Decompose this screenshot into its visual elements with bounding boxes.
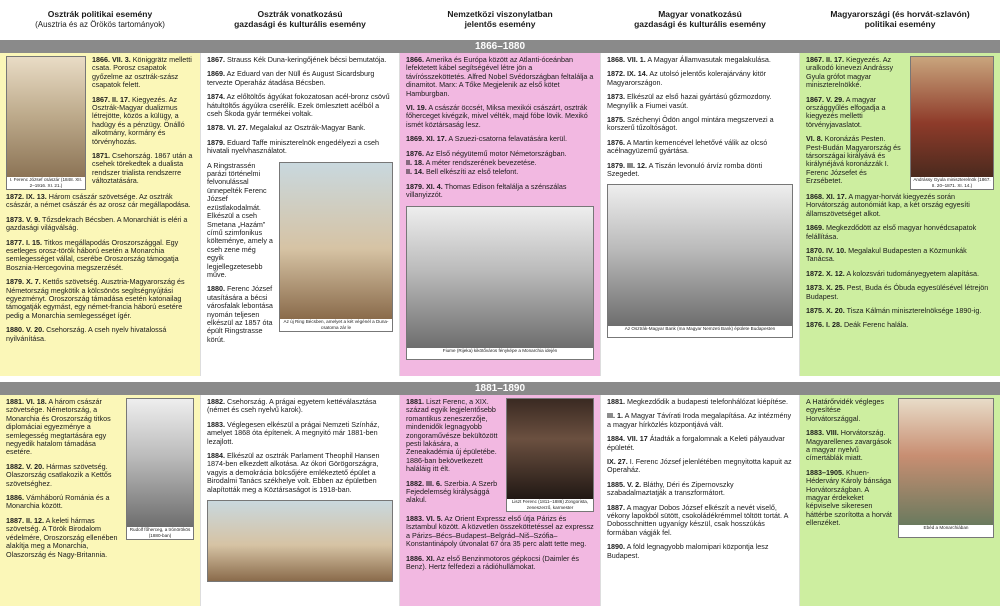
photo-caption: Rudolf főherceg, a trónörökös (1880-ban) bbox=[127, 527, 193, 539]
event-date: 1879. bbox=[207, 137, 225, 147]
event-item bbox=[806, 284, 994, 301]
event-item bbox=[406, 56, 594, 98]
event-text: A Ringstrassén parázi történelmi felvonulással ünnepelték Ferenc József ezüstlakodalmát. Elkészül a cseh Smetana „Hazám” című szimfonikus költeménye, amely a cseh zene még egyik legjellegzetesebb műve. bbox=[207, 160, 273, 279]
event-text: Ferenc József utasítására a bécsi városfalak lebontása nyomán teljesen elkészül az 1857 óta épült Ringstrasse körút. bbox=[207, 284, 273, 344]
column-hungarian-political bbox=[800, 53, 1000, 376]
header-title: Nemzetközi viszonylatban bbox=[447, 9, 553, 19]
event-item bbox=[6, 216, 194, 233]
event-text: Csehország. A cseh nyelv hivatalossá nyilvánítása. bbox=[6, 325, 167, 343]
harbor-image bbox=[407, 207, 593, 348]
event-date: 1885. V. 2. bbox=[607, 479, 642, 489]
event-text: Megkezdődött az első magyar honvédcsapatok felállítása. bbox=[806, 223, 977, 241]
event-date: 1874. bbox=[207, 92, 225, 102]
event-text: Amerika és Európa között az Atlanti-óceánban lefektetett kábel segítségével létre jön a távírósszeköttetés. Alfred Nobel Svédországban feltalálja a dinamitot. Marx: A Tőke Megjelenik az első kötet Hamburgban. bbox=[406, 55, 594, 98]
event-item bbox=[207, 421, 393, 446]
event-date: 1884. bbox=[207, 451, 225, 461]
header-subtitle: (Ausztria és az Örökös tartományok) bbox=[35, 19, 165, 29]
event-date: 1871. bbox=[92, 151, 110, 161]
event-item bbox=[207, 139, 393, 156]
event-date: 1883. VIII. bbox=[806, 428, 839, 438]
event-text: Kiegyezés. Az uralkodó kinevezi Andrássy Gyula grófot magyar miniszterelnökké. bbox=[806, 55, 894, 90]
column-headers bbox=[0, 0, 1000, 40]
event-text: Megkezdődik a budapesti telefonhálózat kiépítése. bbox=[627, 397, 789, 406]
event-item bbox=[406, 135, 594, 143]
photo-caption: Az Osztrák-Magyar Bank (ma Magyar Nemzeti Bank) épülete Budapesten bbox=[608, 326, 792, 337]
event-date: 1882. V. 20. bbox=[6, 461, 45, 471]
photo-austro-hungarian-bank bbox=[607, 184, 793, 338]
event-text: A Határőrvidék végleges egyesítése Horvátországgal. bbox=[806, 397, 884, 423]
event-date: 1879. X. 7. bbox=[6, 277, 41, 287]
header-austrian-political bbox=[0, 0, 200, 40]
header-title: Magyarországi (és horvát-szlavón) bbox=[830, 9, 970, 19]
portrait-liszt bbox=[506, 398, 594, 512]
event-text: A Tiszán levonuló árvíz romba dönti Szegedet. bbox=[607, 160, 763, 179]
event-date: 1868. VII. 1. bbox=[607, 55, 646, 64]
portrait-image bbox=[911, 57, 993, 177]
event-date: 1877. I. 15. bbox=[6, 237, 42, 247]
event-date: III. 1. bbox=[607, 411, 623, 421]
column-austrian-political bbox=[0, 53, 200, 376]
event-item bbox=[6, 326, 194, 343]
header-subtitle: gazdasági és kulturális esemény bbox=[634, 18, 766, 29]
header-hungarian-economic bbox=[600, 0, 800, 40]
portrait-image bbox=[7, 57, 85, 177]
event-item bbox=[806, 193, 994, 218]
event-item bbox=[607, 162, 793, 179]
column-austrian-economic bbox=[200, 53, 400, 376]
event-item bbox=[406, 555, 594, 572]
event-date: 1878. VI. 27. bbox=[207, 123, 248, 133]
header-international bbox=[400, 0, 600, 40]
event-date: 1880. V. 20. bbox=[6, 325, 45, 335]
event-date: 1876. I. 28. bbox=[806, 320, 842, 330]
event-text: A föld legnagyobb malomipari központja lesz Budapest. bbox=[607, 542, 769, 560]
event-text: A Magyar Távírati Iroda megalapítása. Az intézmény a magyar hírközlés központjává vált. bbox=[607, 411, 792, 429]
event-text: Khuen-Héderváry Károly bánsága Horvátországban. A magyar érdekeket képviselve sikeresen háttérbe szorította a horvát ellenzéket. bbox=[806, 467, 892, 528]
event-text: Az Eduard van der Nüll és August Sicardsburg tervezte Operaház átadása Bécsben. bbox=[207, 69, 375, 87]
event-item bbox=[607, 543, 793, 560]
event-text: Hármas szövetség. Olaszország csatlakozik a Kettős szövetséghez. bbox=[6, 461, 112, 488]
event-text: Elkészül az osztrák Parlament Theophil Hansen 1874-ben elkezdett alkotása. Az ókori Görögországra, vagyis a demokrácia bölcsőjére emlékeztető épület a Birodalmi Tanács székhelye volt. Ebben az épületben alapították meg a Köztársaságot is 1918-ban. bbox=[207, 451, 380, 494]
event-item bbox=[607, 412, 793, 429]
portrait-rudolf bbox=[126, 398, 194, 540]
event-item bbox=[207, 56, 393, 64]
event-date: 1886. bbox=[6, 493, 24, 503]
photo-caption: Az új Ring Bécsben, amelyet a két végénél a Duna-csatorna zár le bbox=[280, 319, 392, 331]
portrait-image bbox=[127, 399, 193, 527]
event-item bbox=[607, 504, 793, 538]
event-item bbox=[406, 159, 594, 167]
header-subtitle: jelentős esemény bbox=[464, 18, 536, 29]
event-text: Vámháború Románia és a Monarchia között. bbox=[6, 493, 110, 511]
event-date: VI. 19. bbox=[406, 103, 427, 113]
event-date: II. 18. bbox=[406, 158, 424, 168]
city-image bbox=[280, 163, 392, 319]
event-item bbox=[607, 398, 793, 406]
event-date: 1884. VII. 17 bbox=[607, 434, 648, 444]
event-item bbox=[6, 239, 194, 273]
event-text: A méter rendszerének bevezetése. bbox=[425, 158, 537, 168]
column-hungarian-political bbox=[800, 395, 1000, 606]
event-date: 1887. II. 12. bbox=[6, 515, 44, 525]
event-item bbox=[406, 104, 594, 129]
event-item bbox=[607, 56, 793, 64]
photo-caption: Liszt Ferenc (1811–1886) Zongorista, zeneszerző, karmester bbox=[507, 499, 593, 511]
event-item bbox=[806, 307, 994, 315]
event-date: 1872. IX. 14. bbox=[607, 69, 648, 79]
event-text: Az Első négyütemű motor Németországban. bbox=[425, 148, 567, 158]
event-item bbox=[207, 452, 393, 494]
event-date: 1873. bbox=[607, 92, 625, 102]
event-text: I. Ferenc József jelenlétében megnyitotta kapuit az Operaház. bbox=[607, 457, 792, 475]
event-text: Az Orient Expressz első útja Párizs és Isztambul között. A közvetlen összeköttetéssel az expressz a Párizs–Bécs–Budapest–Belgrád–Niš–Szófia–Konstantinápoly útvonalat 67 óra 35 perc alatt tette meg. bbox=[406, 514, 594, 549]
event-text: Az előltöltős ágyúkat fokozatosan acél-bronz csövű hátultöltős ágyúkra cserélik. Ezek ömlesztett acélból a cseh Škoda gyár termékei voltak. bbox=[207, 92, 390, 119]
event-date: 1876. bbox=[406, 148, 424, 158]
event-date: 1883. VI. 5. bbox=[406, 514, 443, 523]
portrait-franz-joseph bbox=[6, 56, 86, 190]
event-text: Átadták a forgalomnak a Keleti pályaudvar épületét. bbox=[607, 434, 785, 452]
column-international bbox=[400, 53, 600, 376]
event-text: Szerbia. A Szerb Fejedelemség királysággá alakul. bbox=[406, 478, 498, 505]
event-text: Csehország. A prágai egyetem kettéválasztása (német és cseh nyelvű karok). bbox=[207, 397, 377, 415]
event-date: 1881. bbox=[607, 397, 625, 406]
event-text: Széchenyi Ödön angol mintára megszervezi a korszerű tűzoltóságot. bbox=[607, 115, 774, 133]
event-text: A három császár szövetsége. Németország, a Monarchia és Oroszország titkos diplomáciai egyezménye a semlegesség megtartására egy negyedik hatalom támadása esetére. bbox=[6, 397, 111, 457]
period-band-1881-1890: 1881–1890 bbox=[0, 382, 1000, 395]
event-date: 1868. XI. 17. bbox=[806, 192, 847, 201]
event-item bbox=[607, 435, 793, 452]
event-text: Megalakul az Osztrák-Magyar Bank. bbox=[249, 123, 366, 133]
event-text: A császár öccsét, Miksa mexikói császárt, osztrák főherceget kivégzik, mivel vélték, majd fóbe lövik. Mexikó ismét köztársaság lesz. bbox=[406, 103, 588, 129]
event-item bbox=[406, 168, 594, 176]
event-date: 1866. VII. 3. bbox=[92, 55, 131, 64]
event-date: 1881. VI. 18. bbox=[6, 397, 47, 406]
event-date: 1882. III. 6. bbox=[406, 478, 442, 488]
event-text: Titkos megállapodás Oroszországgal. Egy esetleges orosz-török háború esetén a Monarchia semlegességet vállal, cserébe Oroszország támogatja Bosznia-Hercegovina megszerzését. bbox=[6, 237, 179, 272]
header-hungarian-political bbox=[800, 0, 1000, 40]
event-date: 1883. bbox=[207, 419, 225, 429]
photo-caption: Fiume (Rijeka) kikötőváros fényképe a Monarchia idején bbox=[407, 348, 593, 359]
header-title: Magyar vonatkozású bbox=[658, 9, 742, 19]
event-item bbox=[6, 278, 194, 320]
event-date: 1872. X. 12. bbox=[806, 268, 845, 278]
event-text: Tőzsdekrach Bécsben. A Monarchiát is eléri a gazdasági világválság. bbox=[6, 214, 188, 233]
event-text: Königgrätz melletti csata. Porosz csapatok győzelme az osztrák-szász csapatok felett. bbox=[92, 55, 192, 90]
photo-lunch-monarchy bbox=[898, 398, 994, 538]
event-item bbox=[207, 398, 393, 415]
photo-ringstrasse bbox=[279, 162, 393, 332]
event-date: 1872. IX. 13. bbox=[6, 192, 47, 201]
event-date: II. 14. bbox=[406, 167, 424, 177]
event-date: 1870. IV. 10. bbox=[806, 246, 847, 256]
event-date: 1867. V. 29. bbox=[806, 94, 845, 104]
event-text: A Martin kemencével lehetővé válik az olcsó acélnagyüzemű gyártása. bbox=[607, 137, 768, 156]
column-austrian-economic bbox=[200, 395, 400, 606]
event-item bbox=[806, 224, 994, 241]
column-austrian-political bbox=[0, 395, 200, 606]
event-text: Három császár szövetsége. Az osztrák császár, a német császár és az orosz cár megállapodása. bbox=[6, 192, 191, 210]
event-text: Bláthy, Déri és Zipernovszky szabadalmaztatják a transzformátort. bbox=[607, 479, 734, 498]
period-row-1881-1890 bbox=[0, 395, 1000, 606]
event-date: VI. 8. bbox=[806, 134, 823, 144]
event-date: 1867. II. 17. bbox=[806, 55, 844, 64]
photo-parliament bbox=[207, 500, 393, 582]
event-item bbox=[607, 70, 793, 87]
parliament-image bbox=[208, 501, 392, 581]
event-date: 1873. V. 9. bbox=[6, 214, 41, 224]
photo-caption: I. Ferenc József császár (1848. XII. 2–1916. XI. 21.) bbox=[7, 177, 85, 189]
event-date: 1886. XI. bbox=[406, 553, 435, 563]
event-text: Koronázás Pesten. Pest-Budán Magyarország és társországai királyává és királynéjává koronázzák I. Ferenc Józsefet és Erzsébetet. bbox=[806, 134, 901, 186]
event-text: Kiegyezés. Az Osztrák-Magyar dualizmus létrejötte, közös a külügy, a hadügy és a pénzügy. Önálló alkotmány, kormány és törvényhozás. bbox=[92, 94, 185, 146]
portrait-image bbox=[507, 399, 593, 499]
event-date: 1880. bbox=[207, 284, 225, 294]
event-date: 1873. X. 25. bbox=[806, 283, 845, 293]
photo-fiume-harbor bbox=[406, 206, 594, 360]
event-date: 1879. III. 12. bbox=[607, 160, 647, 170]
event-date: 1883–1905. bbox=[806, 467, 844, 477]
period-row-1866-1880 bbox=[0, 53, 1000, 376]
event-text: A Szuezi-csatorna felavatására kerül. bbox=[448, 134, 568, 144]
header-austrian-economic bbox=[200, 0, 400, 40]
event-date: 1879. XI. 4. bbox=[406, 181, 443, 191]
event-item bbox=[207, 124, 393, 132]
event-date: 1869. XI. 17. bbox=[406, 134, 447, 144]
event-date: 1887. bbox=[607, 502, 625, 512]
event-item bbox=[207, 70, 393, 87]
event-text: Thomas Edison feltalálja a szénszálas villanyizzót. bbox=[406, 181, 567, 200]
event-text: A magyar-horvát kiegyezés során Horvátország autonómiát kap, a két ország egyesíti államszövetséget alkot. bbox=[806, 192, 970, 218]
header-subtitle: politikai esemény bbox=[864, 18, 936, 29]
event-text: Csehország. 1867 után a csehek törekedtek a dualista rendszer trialista rendszerre változtatására. bbox=[92, 151, 193, 186]
event-date: 1867. bbox=[207, 55, 225, 64]
event-text: A magyar Dobos József elkészít a nevét viselő, vékony lapokból sütött, csokoládékrémmel töltött tortát. A Dobosschnitten ugyanígy készül, csak hosszúkás formában vágják fel. bbox=[607, 502, 788, 537]
event-item bbox=[406, 183, 594, 200]
event-item bbox=[406, 150, 594, 158]
event-text: Elkészül az első hazai gyártású gőzmozdony. Megnyílik a Fiumei vasút. bbox=[607, 92, 772, 110]
photo-caption: Ebéd a Monarchiában bbox=[899, 525, 993, 537]
event-item bbox=[806, 270, 994, 278]
event-text: A Magyar Államvasutak megalakulása. bbox=[647, 55, 771, 64]
event-item bbox=[406, 515, 594, 549]
event-text: Tisza Kálmán miniszterelnöksége 1890-ig. bbox=[846, 306, 982, 316]
header-title: Osztrák politikai esemény bbox=[47, 9, 153, 19]
event-date: 1875. X. 20. bbox=[806, 306, 845, 316]
event-text: Az utolsó jelentős kolerajárvány kitör Magyarországon. bbox=[607, 69, 767, 87]
event-text: Pest, Buda és Óbuda egyesülésével létrejön Budapest. bbox=[806, 283, 989, 301]
event-text: Kettős szövetség. Ausztria-Magyarország és Németország megkötik a kölcsönös segítségnyújtási egyezményt. Oroszország támadása esetén katonailag támogatják egymást, egy német-francia háború esetére pedig a Monarchia semlegességet ígér. bbox=[6, 277, 185, 320]
event-date: IX. 27. bbox=[607, 457, 628, 467]
portrait-andrassy bbox=[910, 56, 994, 190]
event-item bbox=[607, 458, 793, 475]
photo-caption: Andrássy Gyula miniszterelnök (1867. II. 20–1871. XI. 14.) bbox=[911, 177, 993, 189]
event-item bbox=[607, 116, 793, 133]
event-date: 1881. bbox=[406, 397, 424, 406]
event-text: Véglegesen elkészül a prágai Nemzeti Színház, amelyet 1868 óta építenek. A megnyitó már 1881-ben lezajlott. bbox=[207, 419, 380, 446]
event-text: Eduard Taffe miniszterelnök engedélyezi a cseh hivatali nyelvhasználatot. bbox=[207, 137, 379, 156]
column-hungarian-economic bbox=[600, 53, 800, 376]
event-text: A kolozsvári tudományegyetem alapítása. bbox=[846, 268, 980, 278]
event-item bbox=[607, 481, 793, 498]
event-item bbox=[607, 139, 793, 156]
event-item bbox=[607, 93, 793, 110]
event-item bbox=[806, 321, 994, 329]
event-text: A magyar országgyűlés elfogadja a kiegyezés melletti törvényjavaslatot. bbox=[806, 94, 886, 129]
event-text: Horvátország. Magyarellenes zavargások a magyar nyelvű címertáblák miatt. bbox=[806, 428, 892, 463]
event-text: Megalakul Budapesten a Közmunkák Tanácsa. bbox=[806, 246, 967, 264]
event-text: Strauss Kék Duna-keringőjének bécsi bemutatója. bbox=[227, 55, 387, 64]
event-text: Az első Benzinmotoros gépkocsi (Daimler és Benz). Hertz felfedezi a rádióhullámokat. bbox=[406, 553, 580, 572]
event-date: 1866. bbox=[406, 55, 424, 64]
bank-building-image bbox=[608, 185, 792, 326]
event-date: 1875. bbox=[607, 115, 625, 125]
header-title: Osztrák vonatkozású bbox=[257, 9, 343, 19]
header-subtitle: gazdasági és kulturális esemény bbox=[234, 18, 366, 29]
event-date: 1867. II. 17. bbox=[92, 94, 130, 104]
event-date: 1869. bbox=[207, 69, 225, 79]
painting-image bbox=[899, 399, 993, 525]
event-date: 1882. bbox=[207, 397, 225, 406]
period-band-1866-1880: 1866–1880 bbox=[0, 40, 1000, 53]
event-item bbox=[6, 193, 194, 210]
event-date: 1890. bbox=[607, 542, 625, 552]
event-date: 1869. bbox=[806, 223, 824, 233]
event-text: Bell elkészíti az első telefont. bbox=[425, 167, 519, 177]
column-international bbox=[400, 395, 600, 606]
column-hungarian-economic bbox=[600, 395, 800, 606]
event-date: 1876. bbox=[607, 137, 625, 147]
event-text: Deák Ferenc halála. bbox=[843, 320, 909, 330]
event-item bbox=[207, 93, 393, 118]
event-text: Liszt Ferenc, a XIX. század egyik legjelentősebb romantikus zeneszerzője, mindenidők legnagyobb zongoraművésze bekültözött pesti lakására, a Zeneakadémia új épületébe. 1886-ban bekövetkezett haláláig itt élt. bbox=[406, 397, 498, 474]
event-item bbox=[806, 247, 994, 264]
event-text: A keleti hármas szövetség. A Török Birodalom védelmére, Oroszország ellenében alakítja meg a Monarchia, Olaszország és Nagy-Britannia. bbox=[6, 515, 118, 559]
